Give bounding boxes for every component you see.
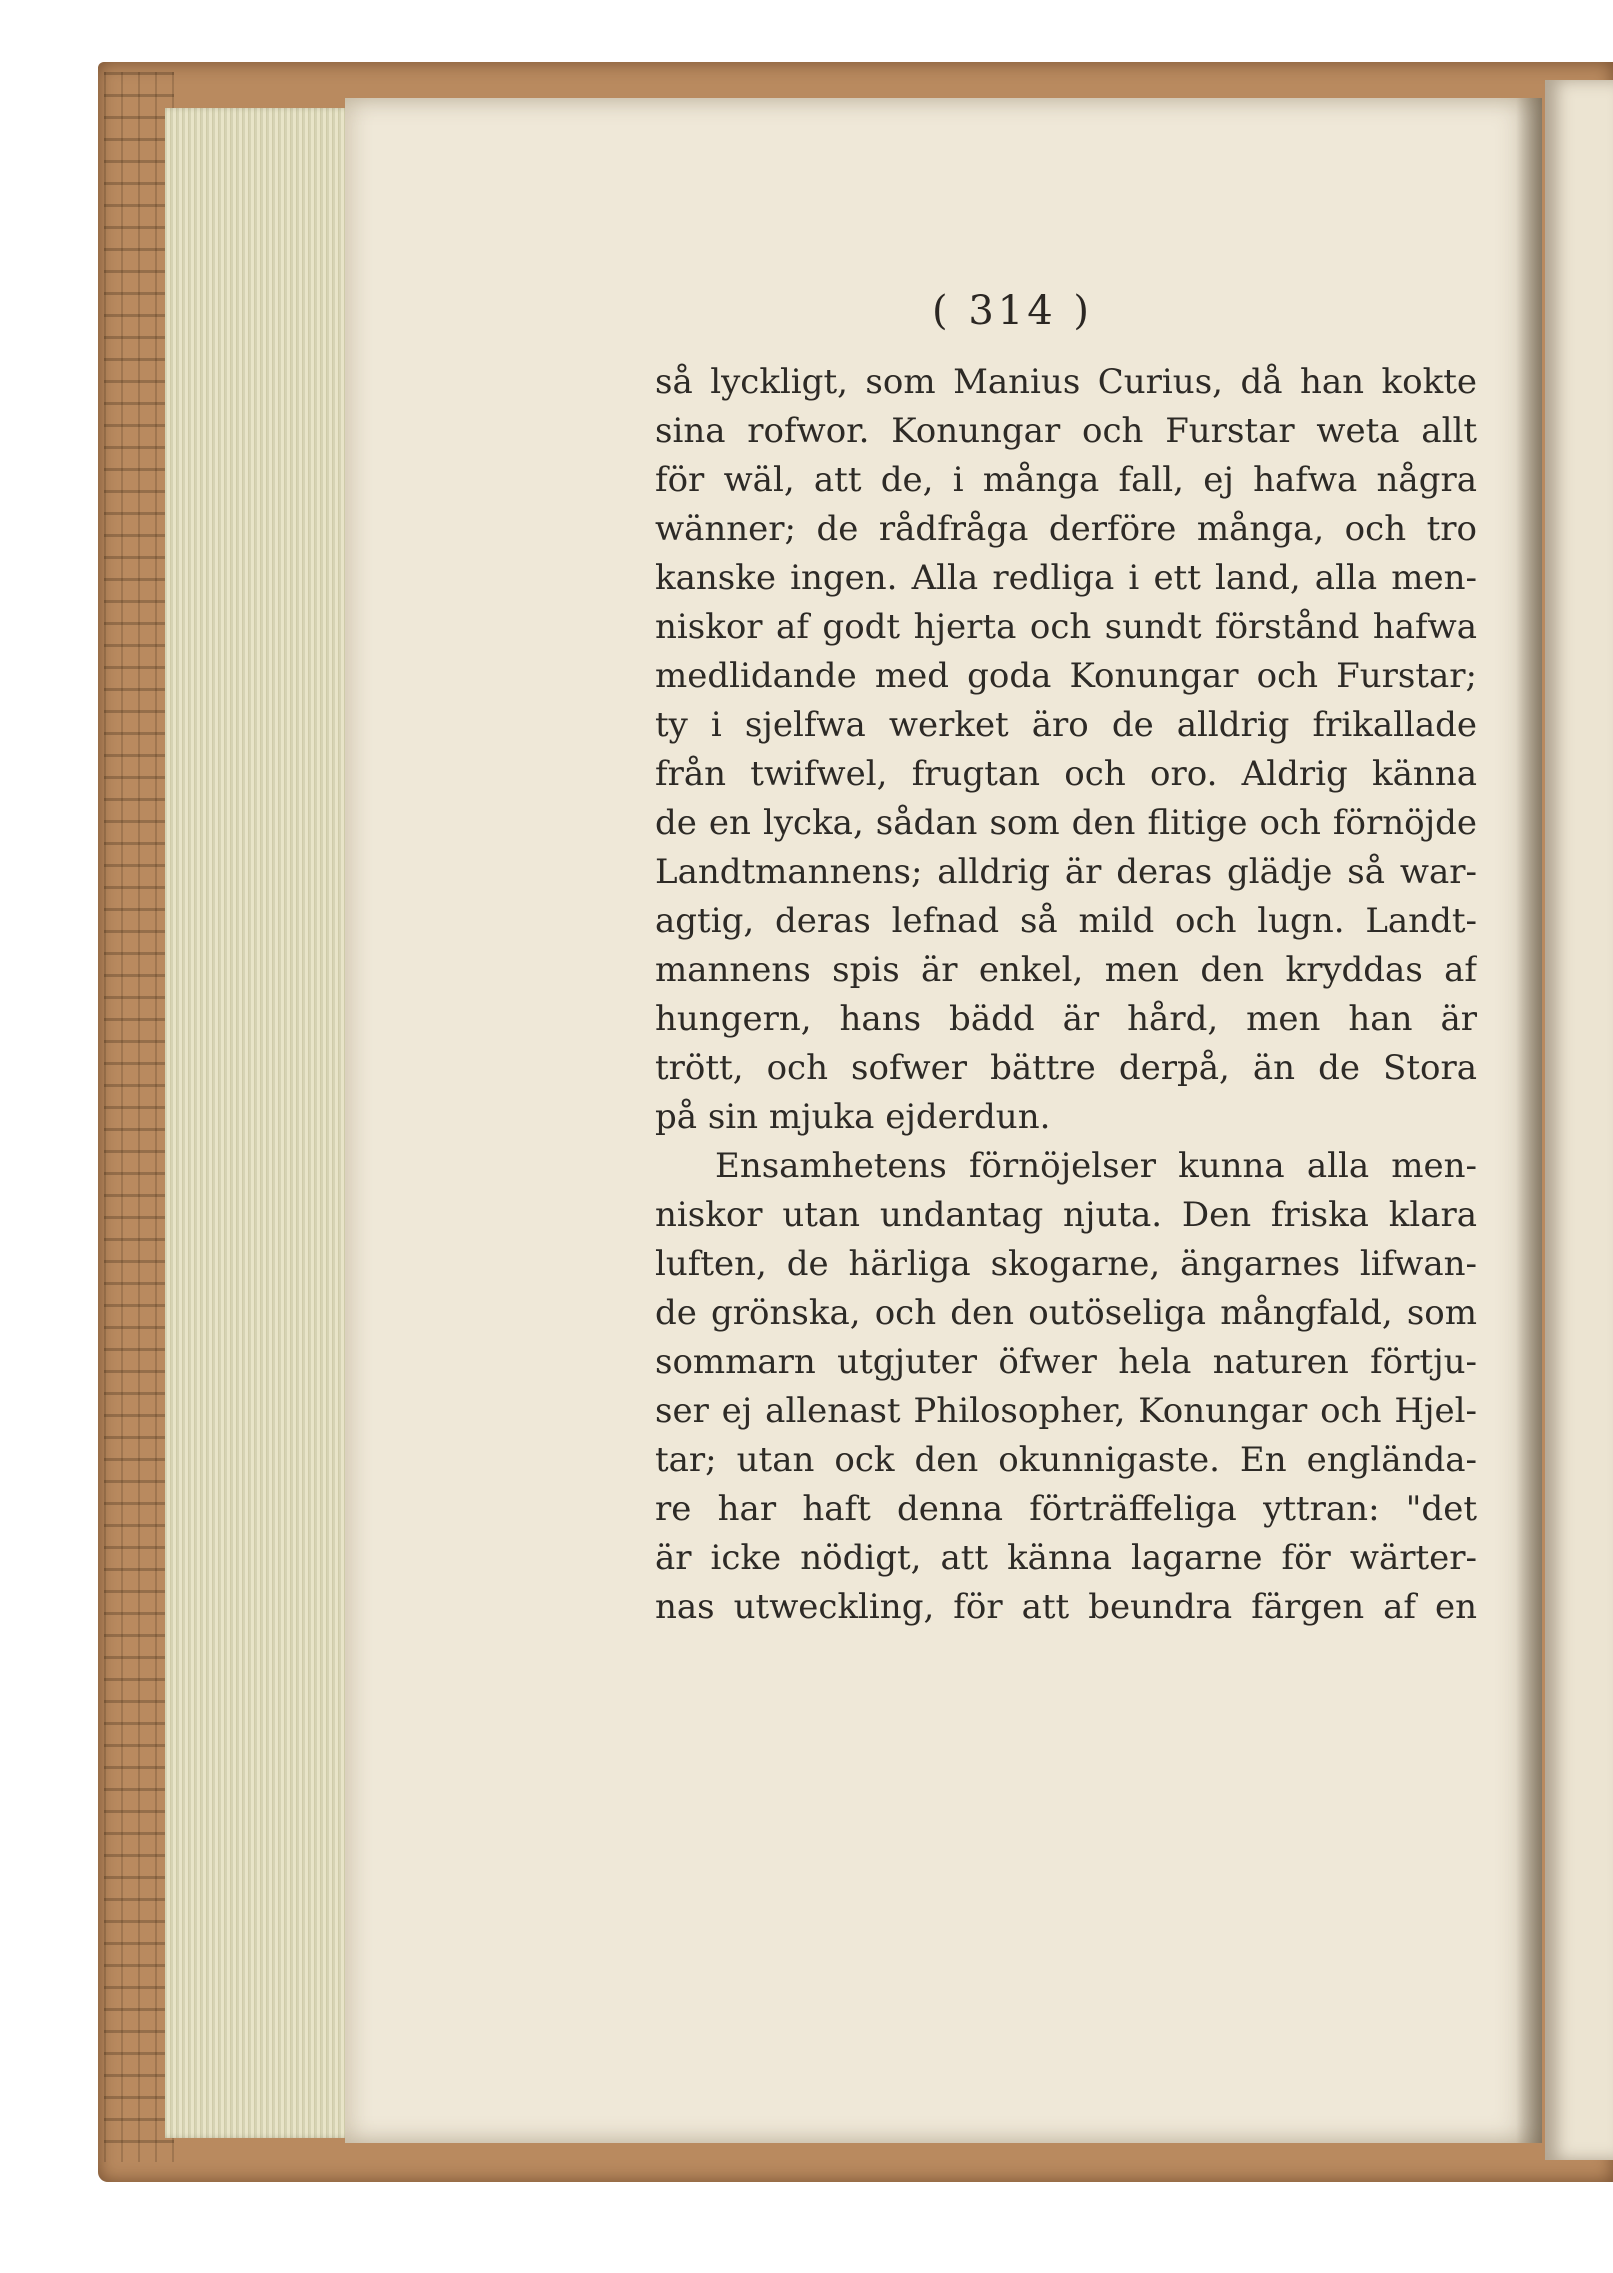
text-line: sommarn utgjuter öfwer hela naturen förtju- [655, 1342, 1477, 1382]
text-line: mannens spis är enkel, men den kryddas af [655, 950, 1477, 990]
text-line: för wäl, att de, i många fall, ej hafwa några [655, 460, 1477, 500]
text-line: är icke nödigt, att känna lagarne för wärter- [655, 1538, 1477, 1578]
text-line: nas utweckling, för att beundra färgen af en [655, 1587, 1477, 1627]
text-line: niskor af godt hjerta och sundt förstånd hafwa [655, 607, 1477, 647]
text-line: från twifwel, frugtan och oro. Aldrig känna [655, 754, 1477, 794]
page-edges [165, 108, 365, 2138]
text-line: ty i sjelfwa werket äro de alldrig frikallade [655, 705, 1477, 745]
text-line: trött, och sofwer bättre derpå, än de Stora [655, 1048, 1477, 1088]
text-line: på sin mjuka ejderdun. [655, 1097, 1051, 1137]
facing-page [1545, 80, 1613, 2160]
text-line: medlidande med goda Konungar och Furstar; [655, 656, 1477, 696]
text-line: Ensamhetens förnöjelser kunna alla men- [715, 1146, 1477, 1186]
text-line: agtig, deras lefnad så mild och lugn. Landt- [655, 901, 1477, 941]
text-line: re har haft denna förträffeliga yttran: "det [655, 1489, 1477, 1529]
page-number: ( 314 ) [932, 288, 1093, 334]
text-line: de grönska, och den outöseliga mångfald, som [655, 1293, 1477, 1333]
page-text [655, 358, 1477, 1632]
text-line: så lyckligt, som Manius Curius, då han kokte [655, 362, 1477, 402]
text-line: Landtmannens; alldrig är deras glädje så war- [655, 852, 1477, 892]
text-line: ser ej allenast Philosopher, Konungar och Hjel- [655, 1391, 1477, 1431]
text-line: tar; utan ock den okunnigaste. En englända- [655, 1440, 1477, 1480]
text-line: wänner; de rådfråga derföre många, och tro [655, 509, 1477, 549]
text-line: luften, de härliga skogarne, ängarnes lifwan- [655, 1244, 1477, 1284]
text-line: de en lycka, sådan som den flitige och förnöjde [655, 803, 1477, 843]
text-line: niskor utan undantag njuta. Den friska klara [655, 1195, 1477, 1235]
text-line: kanske ingen. Alla redliga i ett land, alla men- [655, 558, 1477, 598]
text-line: hungern, hans bädd är hård, men han är [655, 999, 1477, 1039]
text-line: sina rofwor. Konungar och Furstar weta allt [655, 411, 1477, 451]
